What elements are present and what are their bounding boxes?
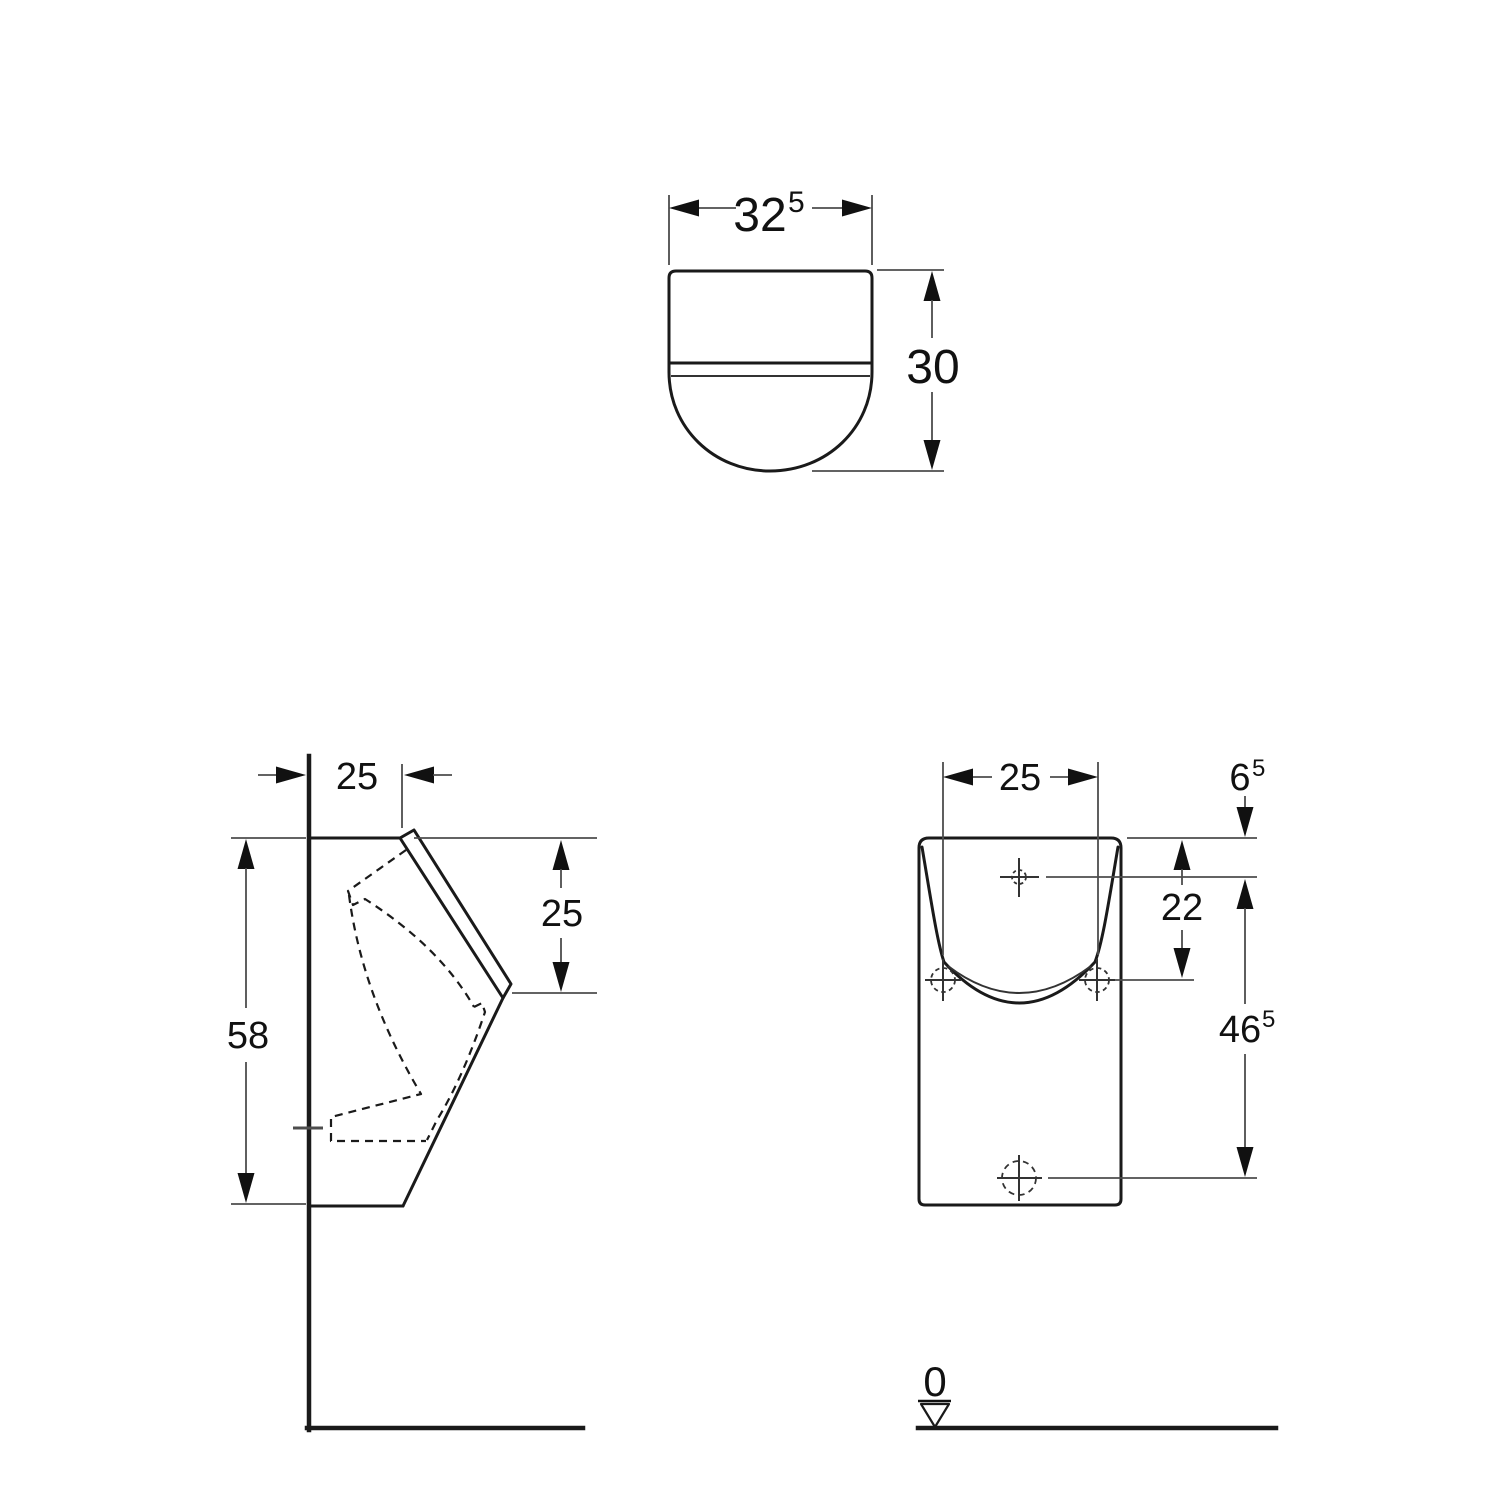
dim-label-front-fixing-width: 25 — [998, 757, 1042, 799]
side-view — [227, 756, 597, 1430]
dim-label-side-wall-offset: 25 — [335, 756, 379, 798]
dim-label-top-depth: 30 — [906, 341, 960, 394]
dim-label-inlet-to-outlet-sup: 5 — [1262, 1006, 1276, 1033]
arrow-up-icon — [238, 839, 255, 869]
cavity-dashed-back — [348, 850, 474, 1007]
dim-front-top-to-inlet — [1229, 755, 1265, 837]
dim-top-width — [669, 186, 872, 265]
arrow-down-icon — [238, 1173, 255, 1203]
dim-label-inlet-to-outlet: 46 — [1218, 1009, 1262, 1051]
dim-side-wall-offset — [258, 756, 452, 828]
arrow-right-icon — [1068, 769, 1098, 786]
arrow-down-icon — [1237, 807, 1254, 837]
dim-label-top-width-sup: 5 — [788, 186, 805, 219]
outlet-symbol — [997, 1155, 1042, 1201]
arrow-up-icon — [1237, 879, 1254, 909]
arrow-down-icon — [1237, 1147, 1254, 1177]
dim-front-inlet-to-outlet — [1219, 879, 1276, 1177]
dim-front-fixing-width — [943, 757, 1098, 799]
fixing-hole-right — [1079, 762, 1115, 1001]
fixing-hole-left — [925, 762, 961, 1001]
dim-label-top-width: 32 — [733, 189, 787, 242]
front-view — [918, 755, 1276, 1428]
arrow-right-icon — [842, 200, 872, 217]
side-body-front-edge — [403, 998, 503, 1206]
arrow-left-icon — [943, 769, 973, 786]
dim-front-top-to-fixing — [1161, 840, 1203, 978]
dim-label-top-to-inlet: 6 — [1229, 757, 1251, 799]
dim-side-rim-height — [414, 838, 597, 993]
top-view — [669, 186, 960, 471]
dim-top-depth — [812, 270, 960, 471]
dim-label-top-to-fixing: 22 — [1160, 887, 1204, 929]
arrow-up-icon — [553, 840, 570, 870]
dim-label-side-height: 58 — [226, 1015, 270, 1057]
side-rim-band — [400, 830, 511, 998]
datum-zero-label: 0 — [923, 1358, 947, 1405]
datum-triangle-icon — [921, 1404, 949, 1427]
arrow-up-icon — [924, 271, 941, 301]
dim-label-side-rim-height: 25 — [540, 893, 584, 935]
arrow-up-icon — [1174, 840, 1191, 870]
arrow-down-icon — [924, 440, 941, 470]
cavity-dashed-trap — [331, 895, 426, 1141]
arrow-right-icon — [276, 767, 306, 784]
dim-label-top-to-inlet-sup: 5 — [1252, 755, 1266, 782]
top-view-body-outline — [669, 271, 872, 471]
front-bowl-inner-rim — [948, 966, 1091, 993]
arrow-left-icon — [669, 200, 699, 217]
cavity-dashed-front — [427, 1003, 485, 1140]
arrow-down-icon — [1174, 948, 1191, 978]
inlet-symbol — [1000, 858, 1039, 897]
floor-datum-symbol — [918, 1358, 951, 1427]
arrow-left-icon — [404, 767, 434, 784]
arrow-down-icon — [553, 962, 570, 992]
dim-side-height — [227, 838, 306, 1204]
